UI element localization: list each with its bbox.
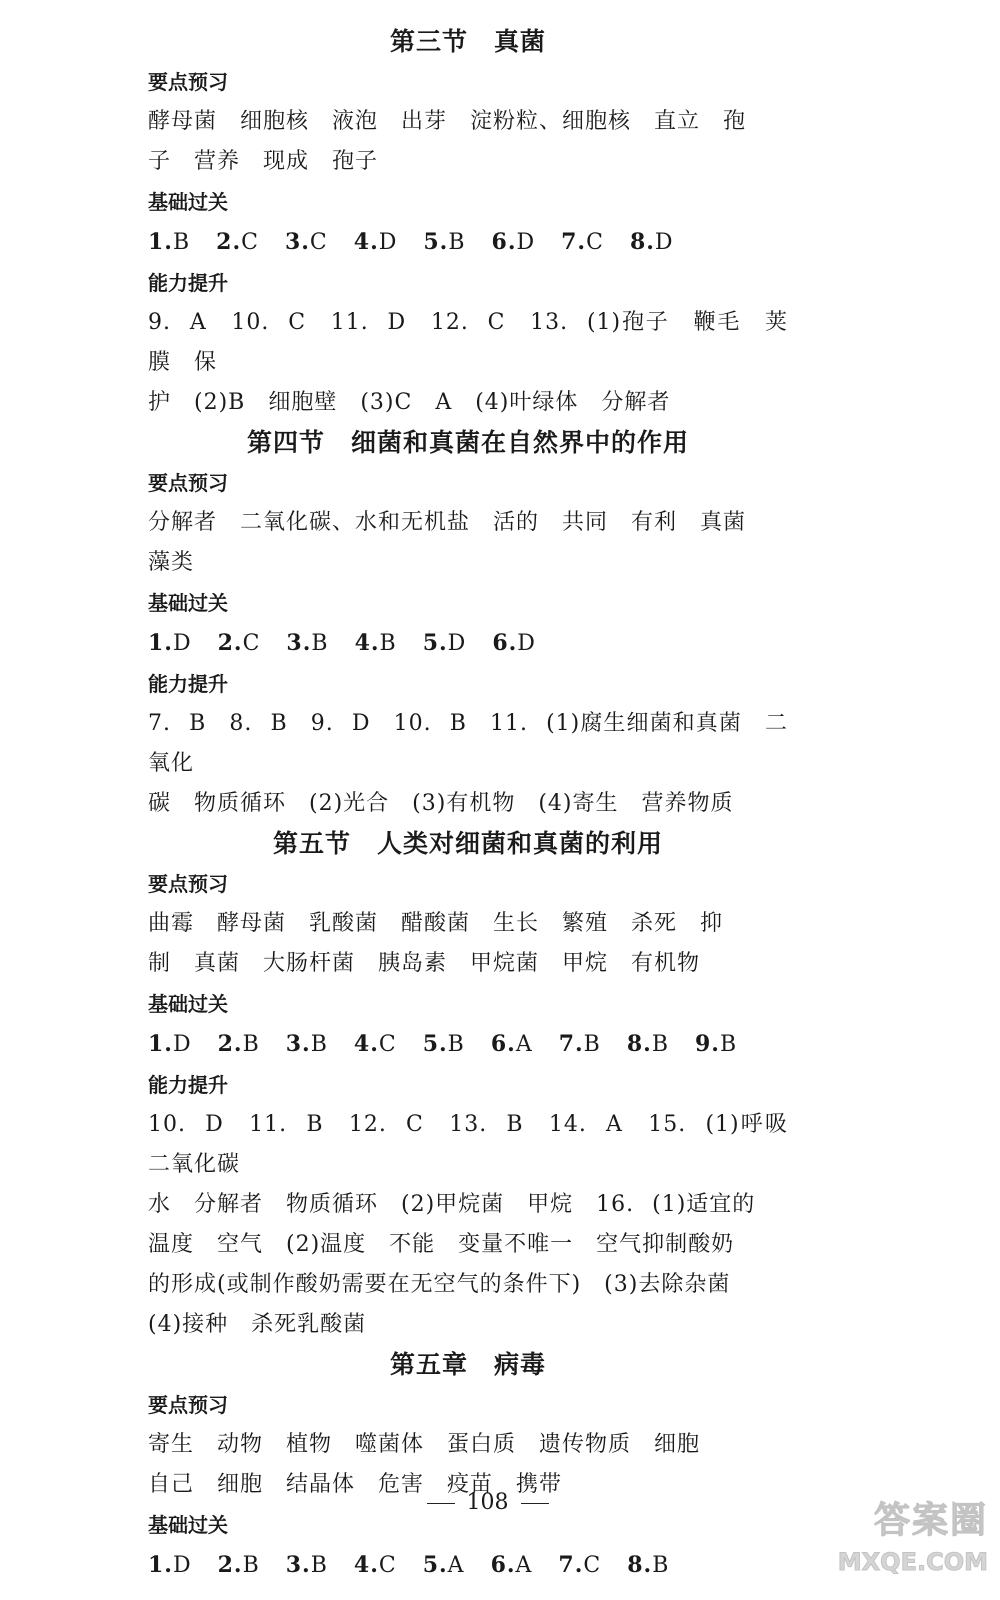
answer-item: 2.C bbox=[217, 630, 261, 656]
answer-item: 6.D bbox=[491, 229, 536, 255]
section-virus bbox=[148, 1345, 788, 1586]
basic-label: 基础过关 bbox=[148, 190, 228, 214]
answer-item: 2.C bbox=[216, 229, 259, 255]
preview-label: 要点预习 bbox=[148, 872, 228, 896]
preview-label: 要点预习 bbox=[148, 471, 228, 495]
preview-line: 制 真菌 大肠杆菌 胰岛素 甲烷菌 甲烷 有机物 bbox=[148, 951, 701, 976]
dash-left bbox=[427, 1503, 455, 1504]
ability-line: 的形成(或制作酸奶需要在无空气的条件下) (3)去除杂菌 bbox=[148, 1272, 731, 1297]
preview-label: 要点预习 bbox=[148, 70, 228, 94]
ability-line: 碳 物质循环 (2)光合 (3)有机物 (4)寄生 营养物质 bbox=[148, 791, 734, 816]
answer-item: 3.B bbox=[286, 630, 329, 656]
preview-line: 藻类 bbox=[148, 550, 195, 575]
section-fungi bbox=[148, 22, 788, 423]
basic-answers bbox=[148, 1545, 788, 1586]
answer-item: 4.D bbox=[353, 229, 398, 255]
answer-item: 3.B bbox=[285, 1031, 328, 1057]
basic-label: 基础过关 bbox=[148, 992, 228, 1016]
section-title: 第三节 真菌 bbox=[389, 27, 546, 56]
section-human-use bbox=[148, 824, 812, 1345]
answer-item: 1.D bbox=[148, 630, 192, 656]
answer-item: 9.B bbox=[694, 1031, 738, 1057]
preview-line: 自己 细胞 结晶体 危害 疫苗 携带 bbox=[148, 1472, 563, 1497]
answer-item: 4.C bbox=[353, 1552, 397, 1578]
answer-item: 7.C bbox=[558, 1552, 602, 1578]
answer-item: 6.A bbox=[490, 1031, 533, 1057]
answer-item: 2.B bbox=[217, 1552, 260, 1578]
answer-item: 5.D bbox=[422, 630, 467, 656]
dash-right bbox=[521, 1503, 549, 1504]
answer-item: 5.B bbox=[423, 229, 466, 255]
answer-item: 8.B bbox=[626, 1031, 669, 1057]
preview-line: 子 营养 现成 孢子 bbox=[148, 149, 379, 174]
preview-label: 要点预习 bbox=[148, 1393, 228, 1417]
answer-item: 8.D bbox=[629, 229, 674, 255]
chapter-title: 第五章 病毒 bbox=[389, 1350, 546, 1379]
section-title: 第四节 细菌和真菌在自然界中的作用 bbox=[246, 428, 689, 457]
ability-line: 水 分解者 物质循环 (2)甲烷菌 甲烷 16. (1)适宜的 bbox=[148, 1192, 756, 1217]
answer-item: 7.B bbox=[558, 1031, 601, 1057]
ability-line: 温度 空气 (2)温度 不能 变量不唯一 空气抑制酸奶 bbox=[148, 1232, 735, 1257]
answer-item: 3.C bbox=[284, 229, 328, 255]
ability-label: 能力提升 bbox=[148, 271, 228, 295]
basic-label: 基础过关 bbox=[148, 1513, 228, 1537]
answer-page bbox=[148, 22, 812, 1586]
answer-item: 1.B bbox=[148, 229, 191, 255]
ability-line: 7. B 8. B 9. D 10. B 11. (1)腐生细菌和真菌 二氧化 bbox=[148, 711, 788, 776]
answer-item: 1.D bbox=[148, 1031, 192, 1057]
watermark-logo bbox=[813, 1497, 988, 1592]
watermark-text-en: MXQE.COM bbox=[837, 1548, 988, 1576]
answer-item: 7.C bbox=[561, 229, 604, 255]
answer-item: 4.B bbox=[354, 630, 397, 656]
answer-item: 6.D bbox=[492, 630, 536, 656]
ability-line: 10. D 11. B 12. C 13. B 14. A 15. (1)呼吸 二氧化碳 bbox=[148, 1112, 812, 1177]
answer-item: 6.A bbox=[490, 1552, 533, 1578]
answer-item: 5.B bbox=[422, 1031, 465, 1057]
preview-line: 酵母菌 细胞核 液泡 出芽 淀粉粒、细胞核 直立 孢 bbox=[148, 109, 747, 134]
section-bacteria-nature bbox=[148, 423, 788, 824]
ability-line: 护 (2)B 细胞壁 (3)C A (4)叶绿体 分解者 bbox=[148, 390, 671, 415]
page-number-text: 108 bbox=[466, 1490, 509, 1515]
watermark-text-cn: 答案圈 bbox=[873, 1500, 988, 1541]
ability-label: 能力提升 bbox=[148, 672, 228, 696]
basic-answers bbox=[148, 623, 788, 664]
answer-item: 1.D bbox=[148, 1552, 192, 1578]
answer-item: 4.C bbox=[353, 1031, 397, 1057]
section-title: 第五节 人类对细菌和真菌的利用 bbox=[272, 829, 663, 858]
basic-answers bbox=[148, 222, 788, 263]
preview-line: 分解者 二氧化碳、水和无机盐 活的 共同 有利 真菌 bbox=[148, 510, 747, 535]
ability-line: (4)接种 杀死乳酸菌 bbox=[148, 1312, 367, 1337]
answer-item: 5.A bbox=[422, 1552, 465, 1578]
answer-item: 3.B bbox=[285, 1552, 328, 1578]
basic-answers bbox=[148, 1024, 788, 1065]
basic-label: 基础过关 bbox=[148, 591, 228, 615]
answer-item: 8.B bbox=[627, 1552, 670, 1578]
preview-line: 寄生 动物 植物 噬菌体 蛋白质 遗传物质 细胞 bbox=[148, 1432, 701, 1457]
ability-line: 9. A 10. C 11. D 12. C 13. (1)孢子 鞭毛 荚膜 保 bbox=[148, 310, 788, 375]
preview-line: 曲霉 酵母菌 乳酸菌 醋酸菌 生长 繁殖 杀死 抑 bbox=[148, 911, 724, 936]
answer-item: 2.B bbox=[217, 1031, 260, 1057]
ability-label: 能力提升 bbox=[148, 1073, 228, 1097]
